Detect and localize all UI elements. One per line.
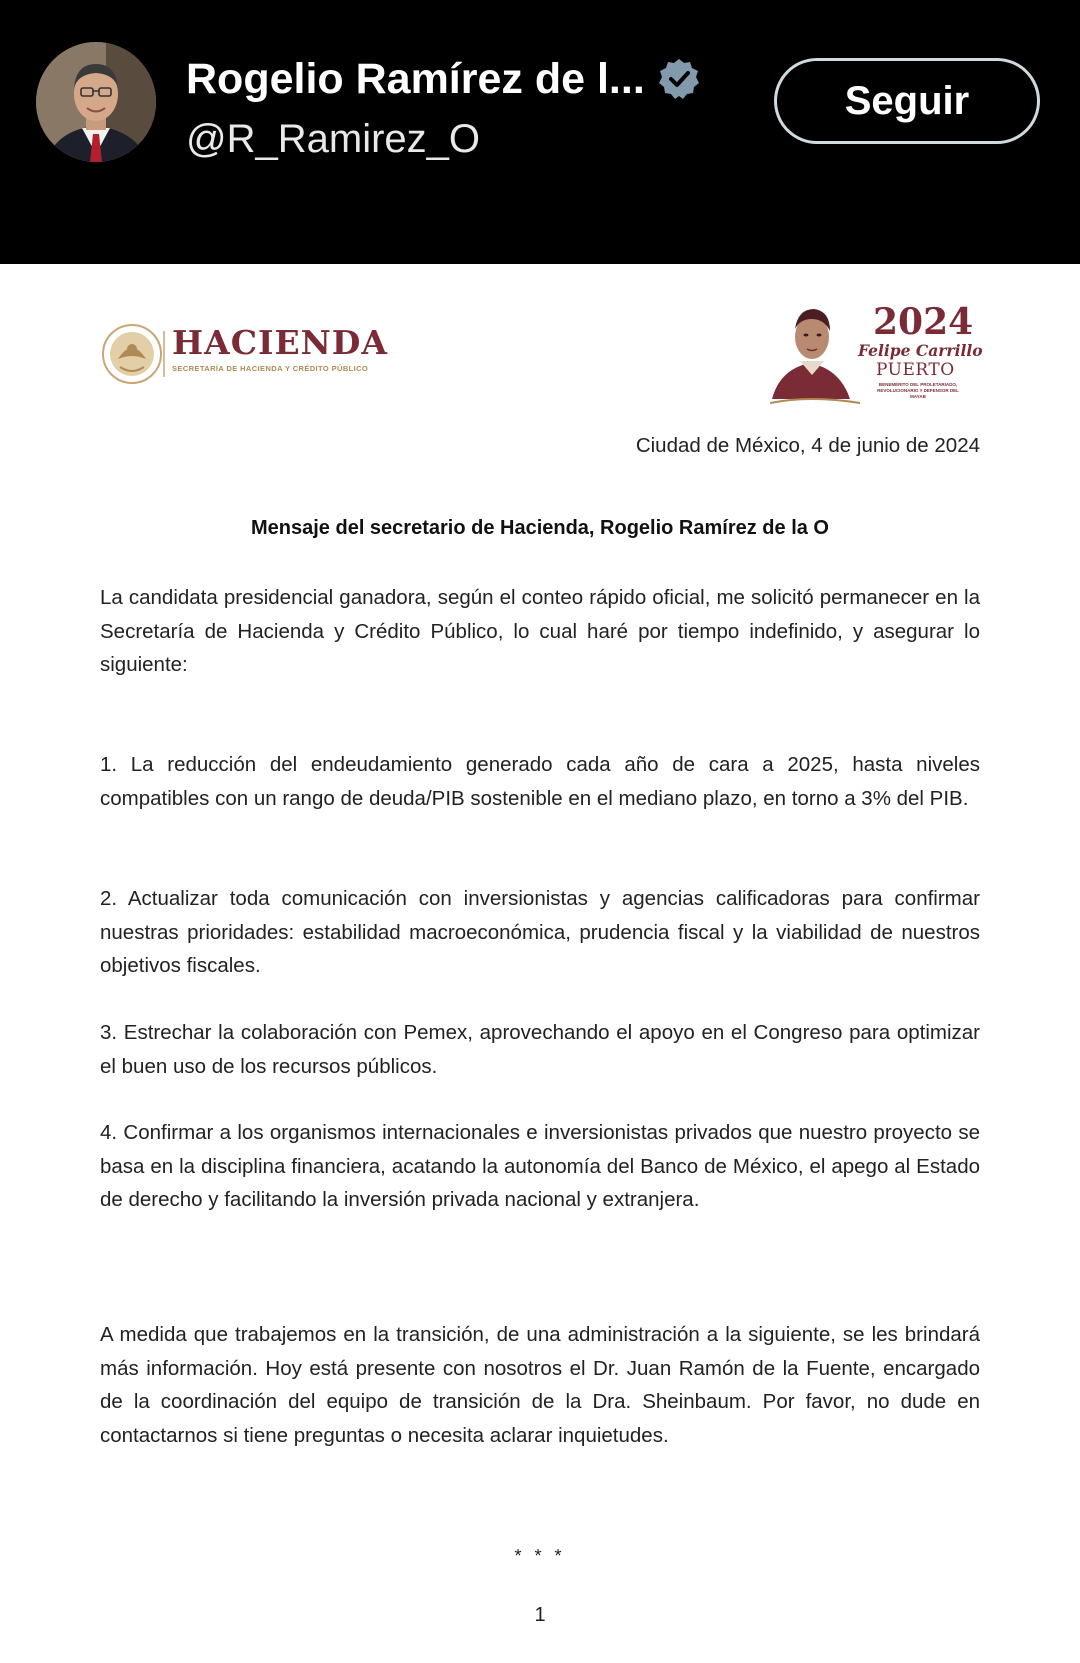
follow-button[interactable]: Seguir: [774, 58, 1040, 144]
display-name-text: Rogelio Ramírez de l...: [186, 55, 645, 103]
section-separator: * * *: [514, 1546, 566, 1566]
hacienda-subtitle: SECRETARÍA DE HACIENDA Y CRÉDITO PÚBLICO: [172, 364, 369, 373]
year-honoree-name: Felipe Carrillo: [858, 341, 983, 360]
verified-badge-icon: [657, 57, 701, 101]
list-item: 3. Estrechar la colaboración con Pemex, aprovechando el apoyo en el Congreso para optimizar el buen uso de los recursos públicos.: [100, 1021, 980, 1078]
year-number: 2024: [873, 301, 974, 343]
year-honoree-surname: PUERTO: [876, 360, 955, 380]
list-item: 2. Actualizar toda comunicación con inversionistas y agencias calificadoras para confirmar nuestras prioridades: estabilidad macroeconómica, prudencia fiscal y la viabilidad de nuestros objetivos fiscales.: [100, 887, 980, 977]
avatar[interactable]: [36, 42, 156, 162]
profile-display-name[interactable]: [186, 50, 701, 108]
intro-paragraph: La candidata presidencial ganadora, según el conteo rápido oficial, me solicitó permanecer en la Secretaría de Hacienda y Crédito Público, lo cual haré por tiempo indefinido, y asegurar lo siguiente:: [100, 586, 980, 676]
closing-paragraph: A medida que trabajemos en la transición, de una administración a la siguiente, se les brindará más información. Hoy está presente con nosotros el Dr. Juan Ramón de la Fuente, encargado de la coordinación del equipo de transición de la Dra. Sheinbaum. Por favor, no dude en contactarnos si tiene preguntas o necesita aclarar inquietudes.: [100, 1323, 980, 1447]
page-number: 1: [534, 1604, 546, 1626]
press-release-document: [0, 264, 1080, 1663]
avatar-photo: [36, 42, 156, 162]
year-honoree-caption: BENEMÉRITO DEL PROLETARIADO, REVOLUCIONARIO Y DEFENSOR DEL MAYAB: [877, 382, 959, 399]
document-title: Mensaje del secretario de Hacienda, Rogelio Ramírez de la O: [251, 517, 829, 539]
list-item: 4. Confirmar a los organismos internacionales e inversionistas privados que nuestro proyecto se basa en la disciplina financiera, acatando la autonomía del Banco de México, el apego al Estado de derecho y facilitando la inversión privada nacional y extranjera.: [100, 1121, 980, 1211]
document-date: Ciudad de México, 4 de junio de 2024: [635, 434, 980, 457]
hacienda-wordmark: HACIENDA: [172, 323, 389, 362]
list-item: 1. La reducción del endeudamiento generado cada año de cara a 2025, hasta niveles compatibles con un rango de deuda/PIB sostenible en el mediano plazo, en torno a 3% del PIB.: [100, 753, 980, 810]
profile-handle[interactable]: @R_Ramirez_O: [186, 117, 481, 161]
profile-header: [0, 0, 1080, 264]
